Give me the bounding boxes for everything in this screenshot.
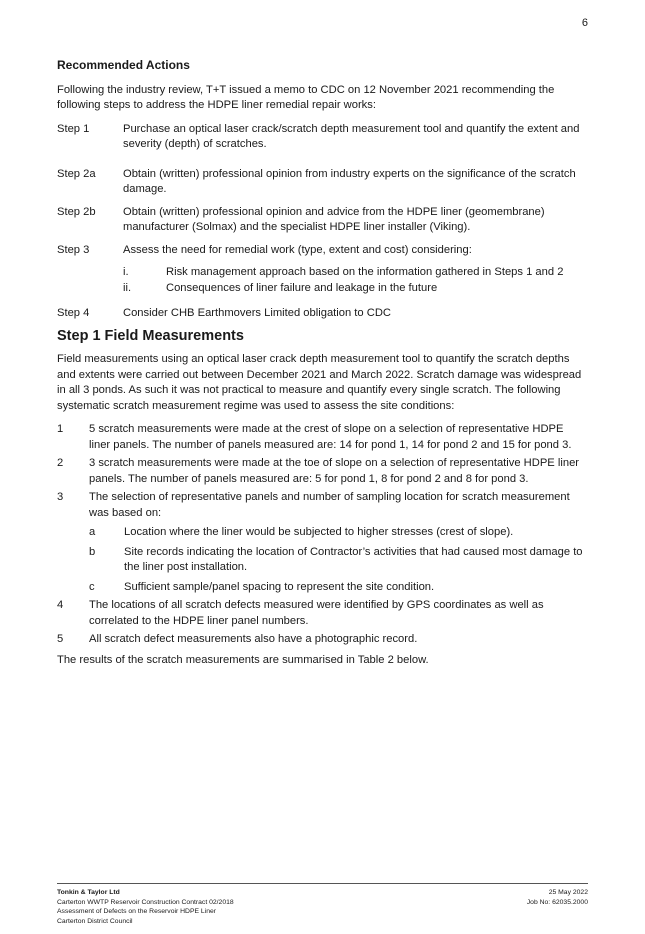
item-text: 5 scratch measurements were made at the crest of slope on a selection of representative HDPE liner panels. The number of panels measured are: 14 for pond 1, 14 for pond 2 and 15 for pond 3. [89,423,572,451]
item-text: The locations of all scratch defects measured were identified by GPS coordinates as well as correlated to the HDPE liner panel numbers. [89,599,544,627]
step-1 [57,122,587,153]
step-3 [57,243,587,297]
closing-text: The results of the scratch measurements are summarised in Table 2 below. [57,653,429,666]
item-number: 4 [57,599,64,611]
list-item [57,456,587,487]
sub-item-label: a [89,526,96,538]
footer-date: 25 May 2022 [548,889,588,896]
list-item [57,490,587,595]
item-text: The selection of representative panels and number of sampling location for scratch measurement was based on: [89,491,570,519]
recommended-actions-heading: Recommended Actions [57,58,190,72]
sub-list-item [89,580,587,596]
sub-item-label: c [89,580,95,593]
sub-item-text: Site records indicating the location of Contractor’s activities that had caused most damage to the liner post installation. [124,545,583,573]
step-text: Obtain (written) professional opinion from industry experts on the significance of the scratch damage. [123,167,576,195]
footer-company: Tonkin & Taylor Ltd [57,889,120,896]
step-label: Step 2a [57,167,96,180]
item-number: 5 [57,633,64,645]
sublist-text: Risk management approach based on the information gathered in Steps 1 and 2 [166,266,564,278]
footer-client: Carterton District Council [57,917,133,925]
sub-item-text: Location where the liner would be subjected to higher stresses (crest of slope). [124,526,514,538]
footer-contract: Carterton WWTP Reservoir Construction Contract 02/2018 [57,898,234,906]
step-3-sublist [123,265,587,296]
step-label: Step 2b [57,205,96,218]
sublist-text: Consequences of liner failure and leakage in the future [166,281,438,294]
sub-list-item [89,545,587,576]
step-2a [57,167,587,198]
step-label: Step 3 [57,243,90,256]
page-footer [57,883,588,926]
list-item [57,422,587,453]
step-label: Step 4 [57,307,90,319]
sub-item-text: Sufficient sample/panel spacing to represent the site condition. [124,580,435,593]
item-text: 3 scratch measurements were made at the toe of slope on a selection of representative HDPE liner panels. The number of panels measured are: 5 for pond 1, 8 for pond 2 and 8 for pond 3. [89,457,580,485]
list-item [57,598,587,629]
step-4 [57,306,587,322]
footer-right [527,888,588,907]
document-body [57,58,587,676]
step-text: Assess the need for remedial work (type, extent and cost) considering: [123,243,472,256]
sub-item-label: b [89,545,96,558]
step-text: Purchase an optical laser crack/scratch depth measurement tool and quantify the extent and severity (depth) of scratches. [123,122,580,150]
step-2b [57,205,587,236]
footer-left [57,888,234,926]
item-number: 1 [57,423,64,435]
sublist-item [123,265,587,281]
recommended-intro: Following the industry review, T+T issued a memo to CDC on 12 November 2021 recommending the following steps to address the HDPE liner remedial repair works: [57,83,555,111]
step-text: Obtain (written) professional opinion and advice from the HDPE liner (geomembrane) manufacturer (Solmax) and the specialist HDPE liner installer (Viking). [123,205,545,233]
field-intro: Field measurements using an optical laser crack depth measurement tool to quantify the scratch depths and extents were carried out between December 2021 and March 2022. Scratch damage was widespread in all 3 ponds. As such it was not practical to measure and quantify every single scratch. The following systematic scratch measurement regime was used to assess the site conditions: [57,353,582,412]
step-label: Step 1 [57,122,90,135]
item-text: All scratch defect measurements also have a photographic record. [89,633,418,645]
footer-job-number: Job No: 62035.2000 [526,898,588,906]
list-item [57,632,587,648]
sub-list-item [89,525,587,541]
item-number: 3 [57,491,64,503]
sublist-item [123,281,587,297]
field-measurements-heading: Step 1 Field Measurements [57,327,244,344]
sublist-label: i. [123,266,129,278]
step-text: Consider CHB Earthmovers Limited obligation to CDC [123,307,391,319]
sublist-label: ii. [123,281,132,294]
footer-title: Assessment of Defects on the Reservoir HDPE Liner [57,908,217,915]
page-number: 6 [581,17,588,29]
item-number: 2 [57,457,64,469]
